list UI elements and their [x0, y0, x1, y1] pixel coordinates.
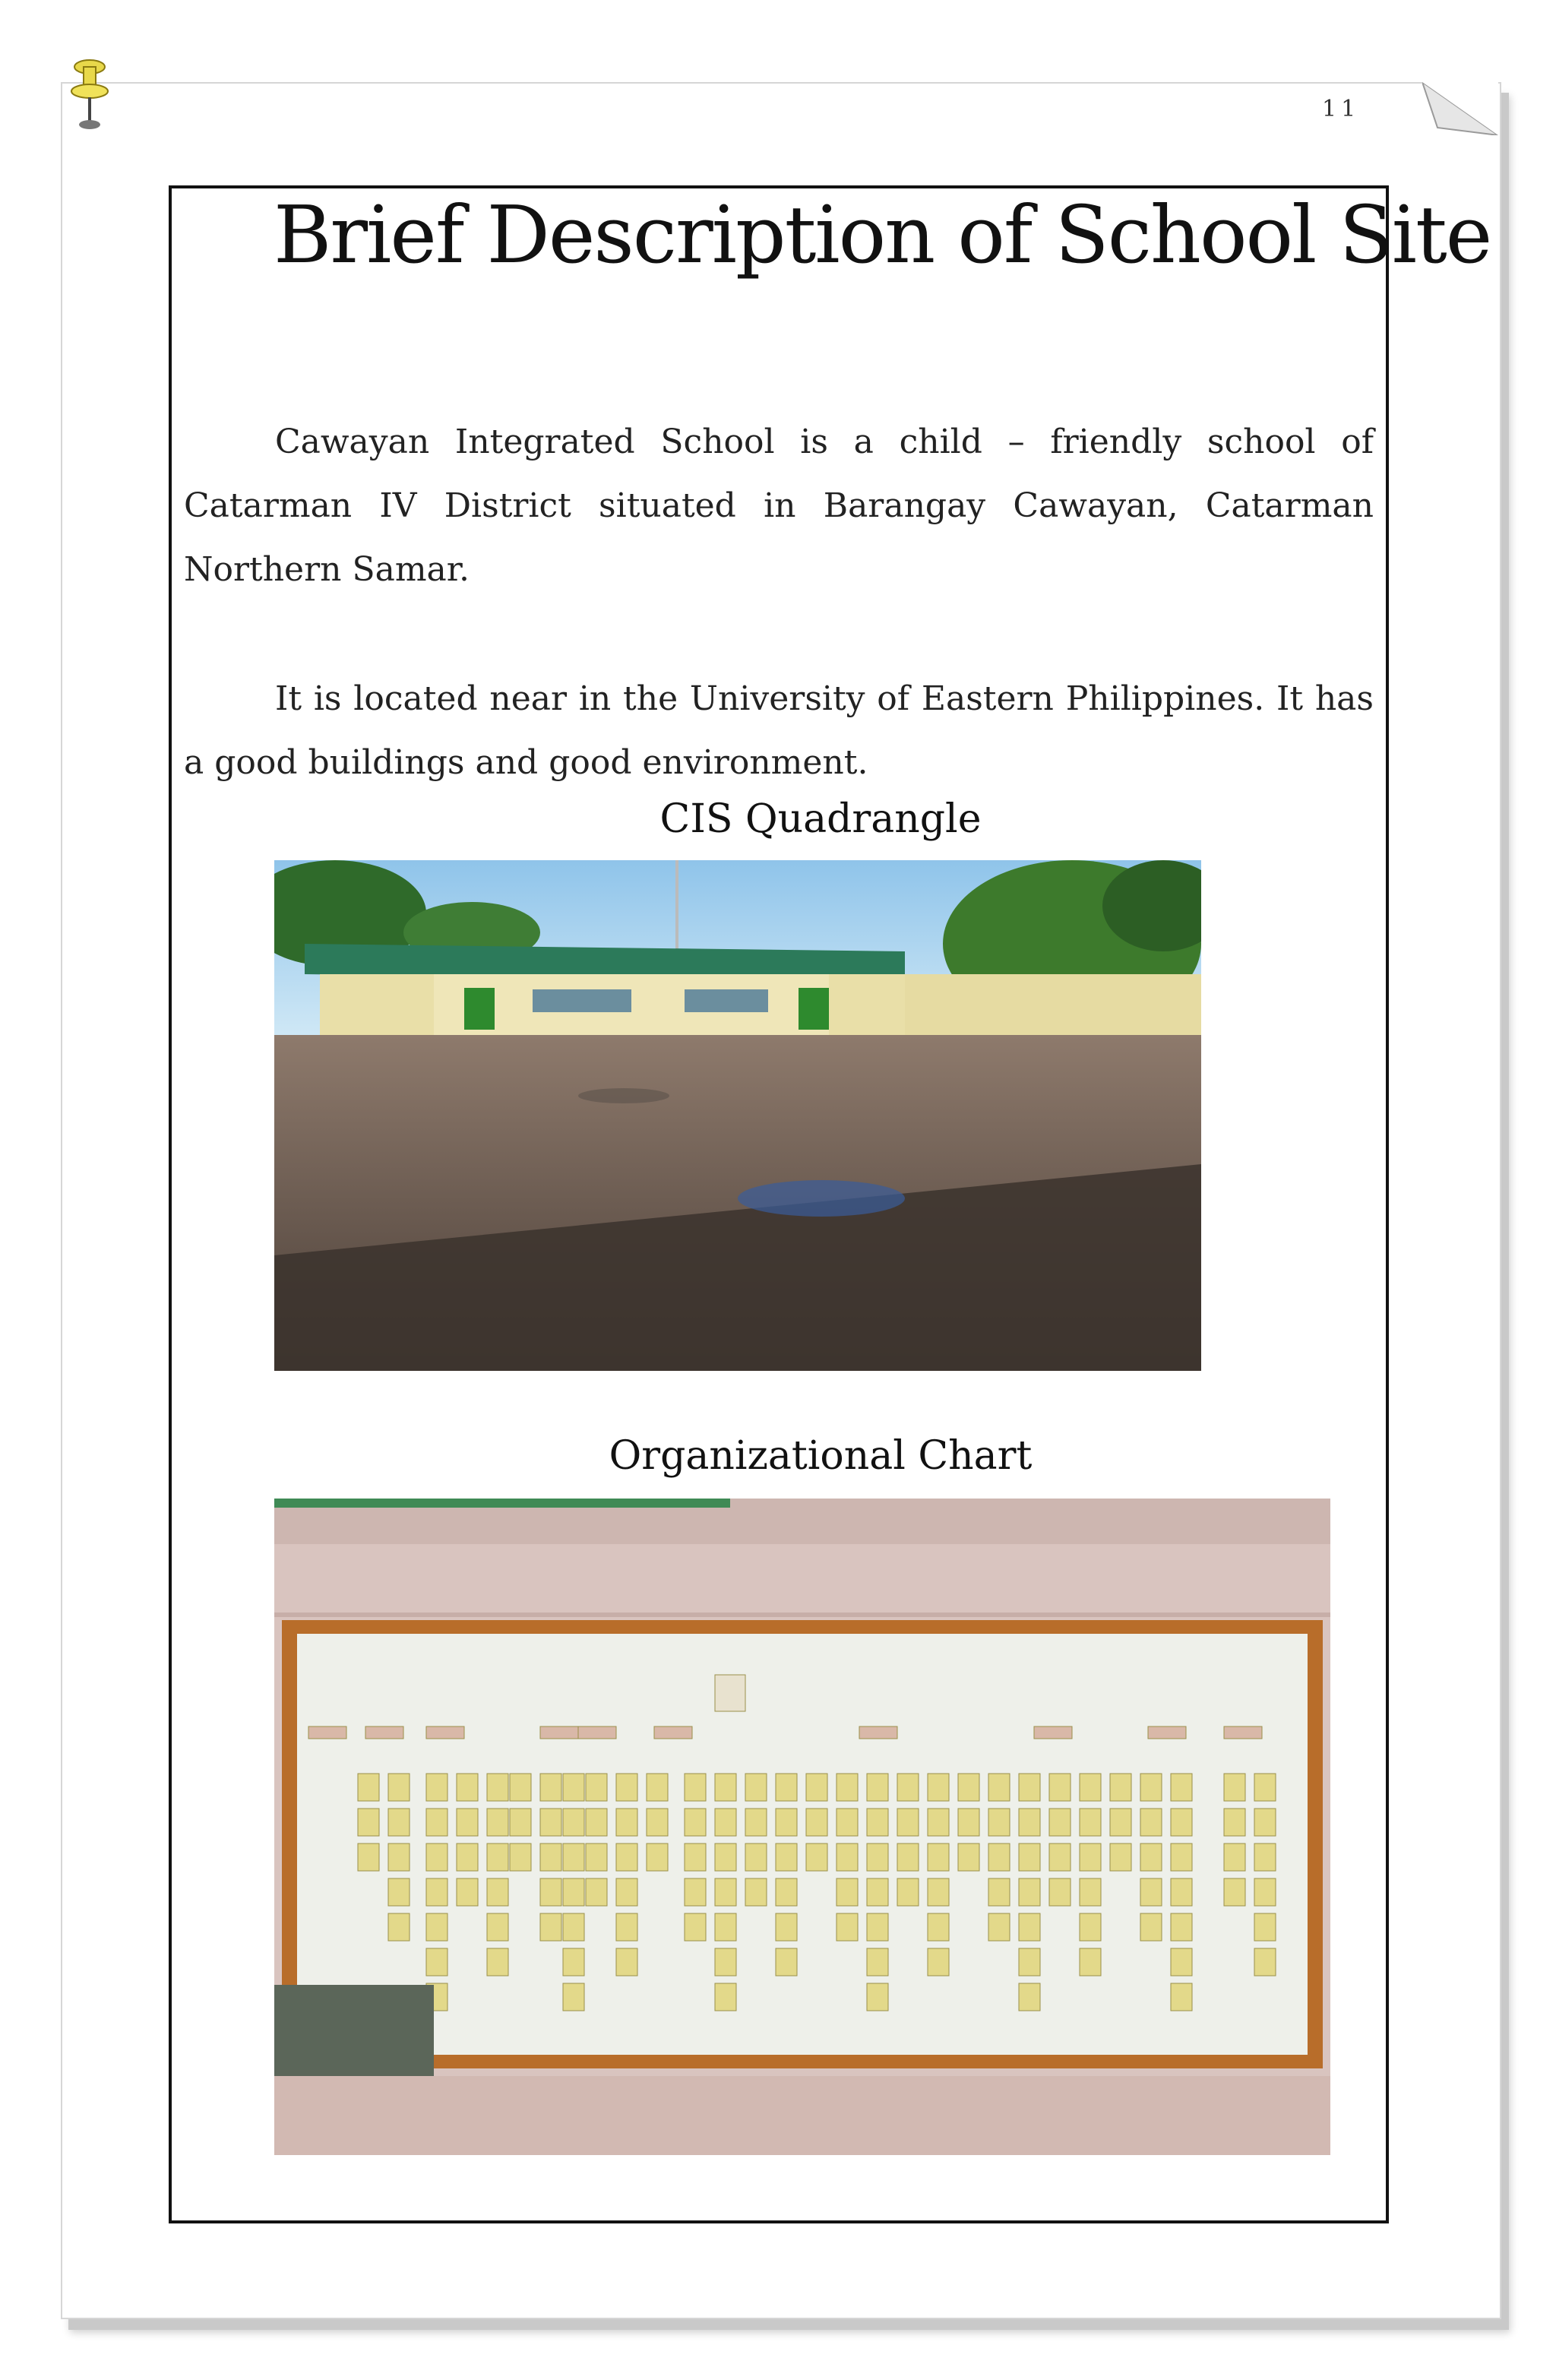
page-number: 11 — [1322, 96, 1361, 122]
staff-photo-card — [1080, 1844, 1101, 1871]
staff-photo-card — [1171, 1809, 1192, 1836]
staff-photo-card — [1254, 1913, 1276, 1941]
staff-photo-card — [897, 1844, 919, 1871]
staff-photo-card — [563, 1878, 584, 1906]
staff-photo-card — [928, 1844, 949, 1871]
staff-photo-card — [1049, 1774, 1071, 1801]
staff-photo-card — [487, 1844, 508, 1871]
staff-photo-card — [806, 1774, 827, 1801]
staff-photo-card — [510, 1844, 531, 1871]
position-label-plate — [654, 1726, 692, 1739]
staff-photo-card — [897, 1809, 919, 1836]
staff-photo-card — [715, 1948, 736, 1976]
staff-photo-card — [510, 1774, 531, 1801]
staff-photo-card — [988, 1774, 1010, 1801]
staff-photo-card — [928, 1774, 949, 1801]
staff-photo-card — [1140, 1844, 1162, 1871]
staff-photo-card — [1224, 1809, 1245, 1836]
staff-photo-card — [1254, 1774, 1276, 1801]
staff-photo-card — [958, 1809, 979, 1836]
staff-photo-card — [586, 1844, 607, 1871]
staff-photo-card — [715, 1878, 736, 1906]
staff-photo-card — [1224, 1774, 1245, 1801]
staff-photo-card — [1019, 1948, 1040, 1976]
staff-photo-card — [1080, 1878, 1101, 1906]
staff-photo-card — [616, 1913, 637, 1941]
staff-photo-card — [988, 1913, 1010, 1941]
staff-photo-card — [616, 1774, 637, 1801]
staff-photo-card — [1140, 1809, 1162, 1836]
staff-photo-card — [1110, 1809, 1131, 1836]
staff-photo-card — [897, 1878, 919, 1906]
staff-photo-card — [685, 1774, 706, 1801]
staff-photo-card — [867, 1844, 888, 1871]
staff-photo-card — [1080, 1913, 1101, 1941]
principal-photo-card — [715, 1675, 745, 1711]
staff-photo-card — [837, 1844, 858, 1871]
staff-photo-card — [867, 1948, 888, 1976]
staff-photo-card — [988, 1878, 1010, 1906]
staff-photo-card — [867, 1913, 888, 1941]
staff-photo-card — [647, 1844, 668, 1871]
staff-photo-card — [540, 1809, 561, 1836]
staff-photo-card — [647, 1774, 668, 1801]
staff-photo-card — [867, 1774, 888, 1801]
position-label-plate — [1034, 1726, 1072, 1739]
staff-photo-card — [510, 1809, 531, 1836]
staff-photo-card — [487, 1913, 508, 1941]
staff-photo-card — [1171, 1913, 1192, 1941]
staff-photo-card — [426, 1809, 448, 1836]
page-title: Brief Description of School Site — [274, 188, 1491, 281]
staff-photo-card — [715, 1983, 736, 2011]
staff-photo-card — [563, 1983, 584, 2011]
staff-photo-card — [837, 1774, 858, 1801]
staff-photo-card — [563, 1809, 584, 1836]
paragraph-location: It is located near in the University of Eastern Philippines. It has a good buildings and good environment. — [184, 679, 1374, 782]
staff-photo-card — [1171, 1774, 1192, 1801]
staff-photo-card — [457, 1809, 478, 1836]
staff-photo-card — [616, 1948, 637, 1976]
position-label-plate — [365, 1726, 403, 1739]
position-label-plate — [1148, 1726, 1186, 1739]
staff-photo-card — [457, 1878, 478, 1906]
staff-photo-card — [1224, 1844, 1245, 1871]
staff-photo-card — [715, 1774, 736, 1801]
staff-photo-card — [563, 1948, 584, 1976]
staff-photo-card — [1254, 1878, 1276, 1906]
staff-photo-card — [897, 1774, 919, 1801]
staff-photo-card — [426, 1844, 448, 1871]
staff-photo-card — [958, 1844, 979, 1871]
staff-photo-card — [928, 1809, 949, 1836]
staff-photo-card — [1224, 1878, 1245, 1906]
pushpin-icon — [67, 58, 112, 134]
staff-photo-card — [867, 1878, 888, 1906]
staff-photo-card — [1140, 1774, 1162, 1801]
staff-photo-card — [487, 1878, 508, 1906]
position-label-plate — [1224, 1726, 1262, 1739]
staff-photo-card — [426, 1913, 448, 1941]
staff-photo-card — [358, 1844, 379, 1871]
staff-photo-card — [1110, 1774, 1131, 1801]
staff-photo-card — [1080, 1774, 1101, 1801]
staff-photo-card — [487, 1809, 508, 1836]
staff-photo-card — [358, 1774, 379, 1801]
staff-photo-card — [1049, 1809, 1071, 1836]
staff-photo-card — [685, 1878, 706, 1906]
staff-photo-card — [426, 1948, 448, 1976]
staff-photo-card — [958, 1774, 979, 1801]
staff-photo-card — [745, 1844, 767, 1871]
staff-photo-card — [776, 1878, 797, 1906]
staff-photo-card — [540, 1844, 561, 1871]
staff-photo-card — [837, 1878, 858, 1906]
staff-photo-card — [837, 1913, 858, 1941]
staff-photo-card — [426, 1878, 448, 1906]
staff-photo-card — [1080, 1809, 1101, 1836]
staff-photo-card — [540, 1878, 561, 1906]
staff-photo-card — [715, 1809, 736, 1836]
staff-photo-card — [1140, 1913, 1162, 1941]
staff-photo-card — [540, 1774, 561, 1801]
staff-photo-card — [1254, 1809, 1276, 1836]
staff-photo-card — [1080, 1948, 1101, 1976]
paragraph-intro: Cawayan Integrated School is a child – friendly school of Catarman IV District situated in Barangay Cawayan, Catarman Northern Samar. — [184, 423, 1374, 589]
staff-photo-card — [586, 1878, 607, 1906]
staff-photo-card — [1110, 1844, 1131, 1871]
staff-photo-card — [685, 1809, 706, 1836]
staff-photo-card — [1171, 1983, 1192, 2011]
staff-photo-card — [586, 1774, 607, 1801]
staff-photo-card — [563, 1844, 584, 1871]
staff-photo-card — [928, 1948, 949, 1976]
staff-photo-card — [776, 1948, 797, 1976]
staff-photo-card — [1171, 1844, 1192, 1871]
staff-photo-card — [867, 1809, 888, 1836]
staff-photo-card — [776, 1774, 797, 1801]
staff-photo-card — [715, 1913, 736, 1941]
position-label-plate — [308, 1726, 346, 1739]
staff-photo-card — [1254, 1948, 1276, 1976]
staff-photo-card — [745, 1878, 767, 1906]
staff-photo-card — [388, 1913, 410, 1941]
staff-photo-card — [388, 1774, 410, 1801]
staff-photo-card — [1019, 1809, 1040, 1836]
staff-photo-card — [776, 1913, 797, 1941]
staff-photo-card — [563, 1913, 584, 1941]
staff-photo-card — [1019, 1774, 1040, 1801]
staff-photo-card — [487, 1774, 508, 1801]
staff-photo-card — [988, 1844, 1010, 1871]
staff-photo-card — [616, 1878, 637, 1906]
page-curl-icon — [1422, 82, 1498, 135]
staff-photo-card — [358, 1809, 379, 1836]
staff-photo-card — [988, 1809, 1010, 1836]
staff-photo-card — [540, 1913, 561, 1941]
staff-photo-card — [388, 1878, 410, 1906]
staff-photo-card — [1254, 1844, 1276, 1871]
staff-photo-card — [1019, 1983, 1040, 2011]
staff-photo-card — [685, 1913, 706, 1941]
org-chart-photo — [274, 1499, 1330, 2155]
staff-photo-card — [837, 1809, 858, 1836]
staff-photo-card — [1171, 1878, 1192, 1906]
staff-photo-card — [563, 1774, 584, 1801]
staff-photo-card — [1171, 1948, 1192, 1976]
staff-photo-card — [806, 1809, 827, 1836]
quadrangle-photo — [274, 860, 1201, 1371]
position-label-plate — [426, 1726, 464, 1739]
staff-photo-card — [928, 1913, 949, 1941]
staff-photo-card — [388, 1844, 410, 1871]
staff-photo-card — [1049, 1844, 1071, 1871]
staff-photo-card — [776, 1809, 797, 1836]
staff-photo-card — [586, 1809, 607, 1836]
staff-photo-card — [715, 1844, 736, 1871]
staff-photo-card — [1140, 1878, 1162, 1906]
staff-photo-card — [745, 1774, 767, 1801]
caption-quadrangle: CIS Quadrangle — [659, 796, 982, 842]
staff-photo-card — [1049, 1878, 1071, 1906]
position-label-plate — [578, 1726, 616, 1739]
staff-photo-card — [487, 1948, 508, 1976]
position-label-plate — [540, 1726, 578, 1739]
staff-photo-card — [806, 1844, 827, 1871]
staff-photo-card — [928, 1878, 949, 1906]
staff-photo-card — [616, 1844, 637, 1871]
staff-photo-card — [616, 1809, 637, 1836]
staff-photo-card — [745, 1809, 767, 1836]
staff-photo-card — [1019, 1844, 1040, 1871]
staff-photo-card — [457, 1774, 478, 1801]
staff-photo-card — [457, 1844, 478, 1871]
caption-org-chart: Organizational Chart — [609, 1433, 1033, 1479]
staff-photo-card — [685, 1844, 706, 1871]
staff-photo-card — [388, 1809, 410, 1836]
staff-photo-card — [426, 1774, 448, 1801]
position-label-plate — [859, 1726, 897, 1739]
staff-photo-card — [1019, 1913, 1040, 1941]
staff-photo-card — [647, 1809, 668, 1836]
staff-photo-card — [776, 1844, 797, 1871]
staff-photo-card — [867, 1983, 888, 2011]
staff-photo-card — [1019, 1878, 1040, 1906]
